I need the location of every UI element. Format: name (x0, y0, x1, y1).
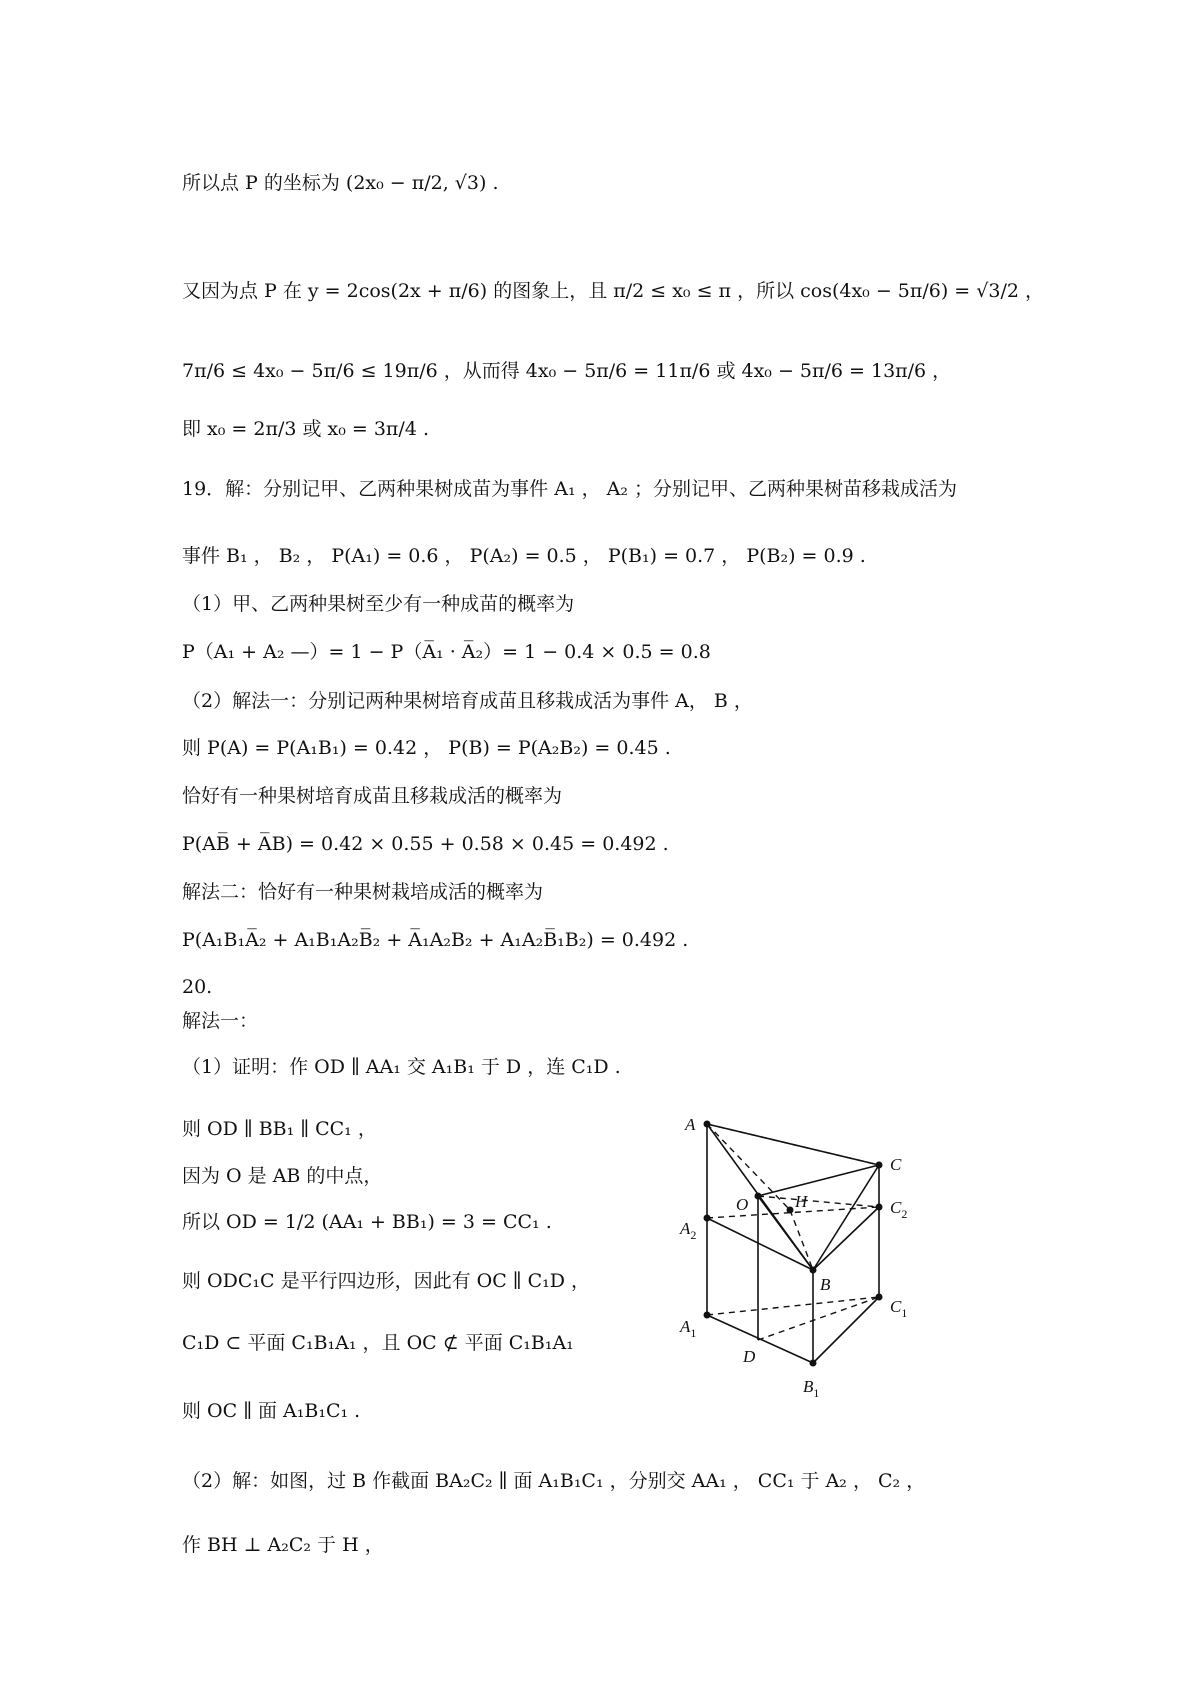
text-line: 19．解：分别记甲、乙两种果树成苗为事件 A₁ ， A₂ ；分别记甲、乙两种果树苗移栽成活为 (182, 478, 958, 500)
text-line: P（A₁ + A₂ —）= 1 − P（A̅₁ · A̅₂）= 1 − 0.4 × 0.5 = 0.8 (182, 641, 711, 663)
label-C2: $C_2$ (890, 1198, 908, 1221)
label-C1: $C_1$ (890, 1297, 908, 1320)
text-line: （1）甲、乙两种果树至少有一种成苗的概率为 (182, 593, 575, 615)
label-B: B (820, 1275, 831, 1294)
label-O: O (736, 1195, 749, 1214)
text-line: （2）解法一：分别记两种果树培育成苗且移栽成活为事件 A， B ， (182, 690, 753, 712)
label-A2: $A_2$ (680, 1219, 697, 1242)
label-D: D (743, 1347, 756, 1366)
label-C: C (890, 1155, 902, 1174)
text-line: 解法二：恰好有一种果树栽培成活的概率为 (182, 881, 544, 903)
text-line: 20. (182, 976, 213, 998)
label-A: A (685, 1115, 696, 1134)
text-line: P(A₁B₁A̅₂ + A₁B₁A₂B̅₂ + A̅₁A₂B₂ + A₁A₂B̅₁B₂) = 0.492 . (182, 929, 689, 951)
text-line: 7π/6 ≤ 4x₀ − 5π/6 ≤ 19π/6 ，从而得 4x₀ − 5π/6 = 11π/6 或 4x₀ − 5π/6 = 13π/6 ， (182, 360, 952, 382)
text-line: 则 OD ∥ BB₁ ∥ CC₁ ， (182, 1118, 377, 1140)
text-line: 则 OC ∥ 面 A₁B₁C₁ . (182, 1400, 361, 1422)
text-line: 恰好有一种果树培育成苗且移栽成活的概率为 (182, 785, 563, 807)
text-line: 作 BH ⊥ A₂C₂ 于 H ， (182, 1534, 384, 1556)
text-line: 即 x₀ = 2π/3 或 x₀ = 3π/4 . (182, 418, 429, 440)
text-line: 所以 OD = 1/2 (AA₁ + BB₁) = 3 = CC₁ . (182, 1211, 552, 1233)
text-line: （2）解：如图，过 B 作截面 BA₂C₂ ∥ 面 A₁B₁C₁ ，分别交 AA₁ ， CC₁ 于 A₂ ， C₂ ， (182, 1470, 926, 1492)
prism-figure (660, 1100, 920, 1410)
label-A1: $A_1$ (680, 1317, 697, 1340)
text-line: 所以点 P 的坐标为 (2x₀ − π/2, √3) . (182, 172, 499, 194)
text-line: （1）证明：作 OD ∥ AA₁ 交 A₁B₁ 于 D ，连 C₁D . (182, 1056, 621, 1078)
label-H: H (795, 1192, 808, 1211)
label-B1: $B_1$ (803, 1377, 820, 1400)
text-line: 事件 B₁ ， B₂ ， P(A₁) = 0.6 ， P(A₂) = 0.5 ， P(B₁) = 0.7 ， P(B₂) = 0.9 . (182, 545, 866, 567)
text-line: 则 ODC₁C 是平行四边形，因此有 OC ∥ C₁D ， (182, 1270, 591, 1292)
text-line: 解法一： (182, 1010, 259, 1032)
text-line: 则 P(A) = P(A₁B₁) = 0.42 ， P(B) = P(A₂B₂) = 0.45 . (182, 737, 671, 759)
text-line: 因为 O 是 AB 的中点， (182, 1165, 383, 1187)
text-line: C₁D ⊂ 平面 C₁B₁A₁ ，且 OC ⊄ 平面 C₁B₁A₁ (182, 1332, 574, 1354)
text-line: P(AB̅ + A̅B) = 0.42 × 0.55 + 0.58 × 0.45 = 0.492 . (182, 833, 669, 855)
text-line: 又因为点 P 在 y = 2cos(2x + π/6) 的图象上，且 π/2 ≤ x₀ ≤ π ，所以 cos(4x₀ − 5π/6) = √3/2 ， (182, 280, 1044, 302)
